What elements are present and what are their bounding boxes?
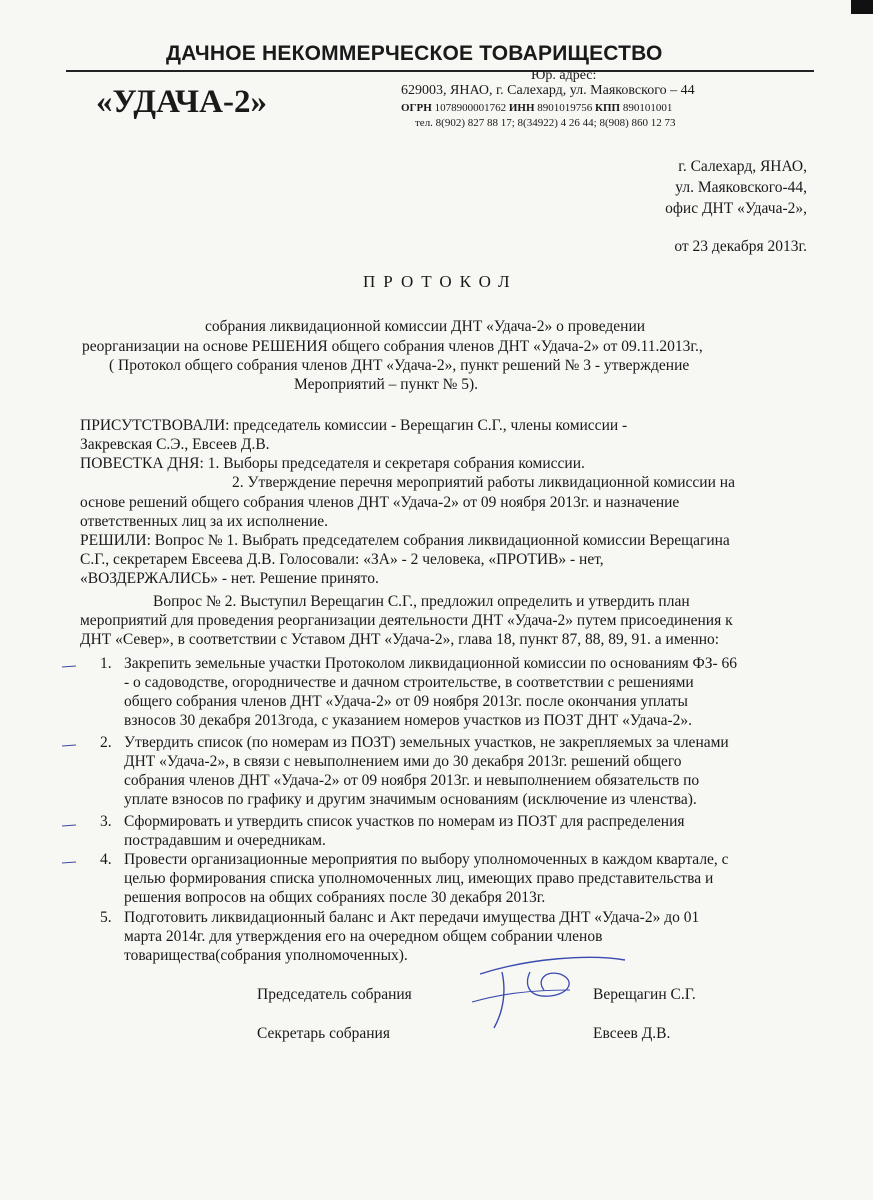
place-street: ул. Маяковского-44, bbox=[675, 179, 807, 196]
kpp: 890101001 bbox=[622, 102, 673, 114]
item-line: пострадавшим и очередникам. bbox=[124, 832, 326, 849]
place-city: г. Салехард, ЯНАО, bbox=[678, 158, 807, 175]
item-line: взносов 30 декабря 2013года, с указанием номеров участков из ПОЗТ ДНТ «Удача-2». bbox=[124, 712, 692, 729]
item-line: целью формирования списка уполномоченных лиц, имеющих право представительства и bbox=[124, 870, 714, 887]
item-line: Закрепить земельные участки Протоколом ликвидационной комиссии по основаниям ФЗ- 66 bbox=[124, 655, 738, 672]
question-line: Вопрос № 2. Выступил Верещагин С.Г., предложил определить и утвердить план bbox=[153, 593, 690, 610]
secretary-label: Секретарь собрания bbox=[257, 1025, 390, 1042]
scan-corner-mark bbox=[851, 0, 873, 14]
item-line: ДНТ «Удача-2», в связи с невыполнением ими до 30 декабря 2013г. решений общего bbox=[124, 753, 682, 770]
preamble-line: ( Протокол общего собрания членов ДНТ «Удача-2», пункт решений № 3 - утверждение bbox=[109, 357, 690, 374]
decision-line: С.Г., секретарем Евсеева Д.В. Голосовали: «ЗА» - 2 человека, «ПРОТИВ» - нет, bbox=[80, 551, 604, 568]
item-number: 4. bbox=[100, 851, 112, 868]
address: 629003, ЯНАО, г. Салехард, ул. Маяковского – 44 bbox=[401, 83, 695, 98]
item-number: 1. bbox=[100, 655, 112, 672]
ogrn-label: ОГРН bbox=[401, 102, 432, 114]
item-line: общего собрания членов ДНТ «Удача-2» от 09 ноября 2013г. после окончания уплаты bbox=[124, 693, 688, 710]
document-title: ПРОТОКОЛ bbox=[363, 272, 518, 291]
letterhead-rule bbox=[66, 70, 814, 72]
present-line: Закревская С.Э., Евсеев Д.В. bbox=[80, 436, 270, 453]
item-line: Провести организационные мероприятия по выбору уполномоченных в каждом квартале, с bbox=[124, 851, 729, 868]
ogrn: 1078900001762 bbox=[434, 102, 507, 114]
item-number: 5. bbox=[100, 909, 112, 926]
address-label: Юр. адрес: bbox=[531, 68, 597, 83]
margin-dash bbox=[62, 862, 76, 864]
question-line: мероприятий для проведения реорганизации деятельности ДНТ «Удача-2» путем присоединения к bbox=[80, 612, 733, 629]
item-line: Утвердить список (по номерам из ПОЗТ) земельных участков, не закрепляемых за членами bbox=[124, 734, 729, 751]
item-line: уплате взносов по графику и другим значимым основаниям (исключение из членства). bbox=[124, 791, 697, 808]
registration-ids bbox=[401, 102, 672, 114]
secretary-name: Евсеев Д.В. bbox=[593, 1025, 671, 1042]
item-line: решения вопросов на общих собраниях после 30 декабря 2013г. bbox=[124, 889, 546, 906]
preamble-line: реорганизации на основе РЕШЕНИЯ общего собрания членов ДНТ «Удача-2» от 09.11.2013г., bbox=[82, 338, 703, 355]
present-line: ПРИСУТСТВОВАЛИ: председатель комиссии - Верещагин С.Г., члены комиссии - bbox=[80, 417, 628, 434]
margin-dash bbox=[62, 666, 76, 668]
document-date: от 23 декабря 2013г. bbox=[674, 238, 807, 255]
margin-dash bbox=[62, 745, 76, 747]
margin-dash bbox=[62, 825, 76, 827]
item-line: собрания членов ДНТ «Удача-2» от 09 ноября 2013г. и невыполнением обязательств по bbox=[124, 772, 700, 789]
item-line: товарищества(собрания уполномоченных). bbox=[124, 947, 408, 964]
kpp-label: КПП bbox=[595, 102, 621, 114]
preamble-line: собрания ликвидационной комиссии ДНТ «Удача-2» о проведении bbox=[205, 318, 646, 335]
decision-line: «ВОЗДЕРЖАЛИСЬ» - нет. Решение принято. bbox=[80, 570, 379, 587]
item-number: 2. bbox=[100, 734, 112, 751]
preamble-line: Мероприятий – пункт № 5). bbox=[294, 376, 479, 393]
chair-label: Председатель собрания bbox=[257, 986, 412, 1003]
item-number: 3. bbox=[100, 813, 112, 830]
item-line: марта 2014г. для утверждения его на очередном общем собрании членов bbox=[124, 928, 603, 945]
question-line: ДНТ «Север», в соответствии с Уставом ДНТ «Удача-2», глава 18, пункт 87, 88, 89, 91. а именно: bbox=[80, 631, 720, 648]
agenda-line: ПОВЕСТКА ДНЯ: 1. Выборы председателя и секретаря собрания комиссии. bbox=[80, 455, 585, 472]
org-type: ДАЧНОЕ НЕКОММЕРЧЕСКОЕ ТОВАРИЩЕСТВО bbox=[166, 42, 663, 65]
inn-label: ИНН bbox=[508, 102, 535, 114]
item-line: Сформировать и утвердить список участков по номерам из ПОЗТ для распределения bbox=[124, 813, 685, 830]
place-office: офис ДНТ «Удача-2», bbox=[665, 200, 807, 217]
agenda-line: ответственных лиц за их исполнение. bbox=[80, 513, 329, 530]
chair-name: Верещагин С.Г. bbox=[593, 986, 696, 1003]
telephone: тел. 8(902) 827 88 17; 8(34922) 4 26 44; 8(908) 860 12 73 bbox=[415, 117, 676, 129]
item-line: Подготовить ликвидационный баланс и Акт передачи имущества ДНТ «Удача-2» до 01 bbox=[124, 909, 700, 926]
agenda-line: основе решений общего собрания членов ДНТ «Удача-2» от 09 ноября 2013г. и назначение bbox=[80, 494, 680, 511]
inn: 8901019756 bbox=[537, 102, 593, 114]
decision-line: РЕШИЛИ: Вопрос № 1. Выбрать председателем собрания ликвидационной комиссии Верещагина bbox=[80, 532, 730, 549]
org-name: «УДАЧА-2» bbox=[96, 84, 267, 120]
agenda-line: 2. Утверждение перечня мероприятий работы ликвидационной комиссии на bbox=[232, 474, 735, 491]
item-line: - о садоводстве, огородничестве и дачном строительстве, в соответствии с решениями bbox=[124, 674, 694, 691]
